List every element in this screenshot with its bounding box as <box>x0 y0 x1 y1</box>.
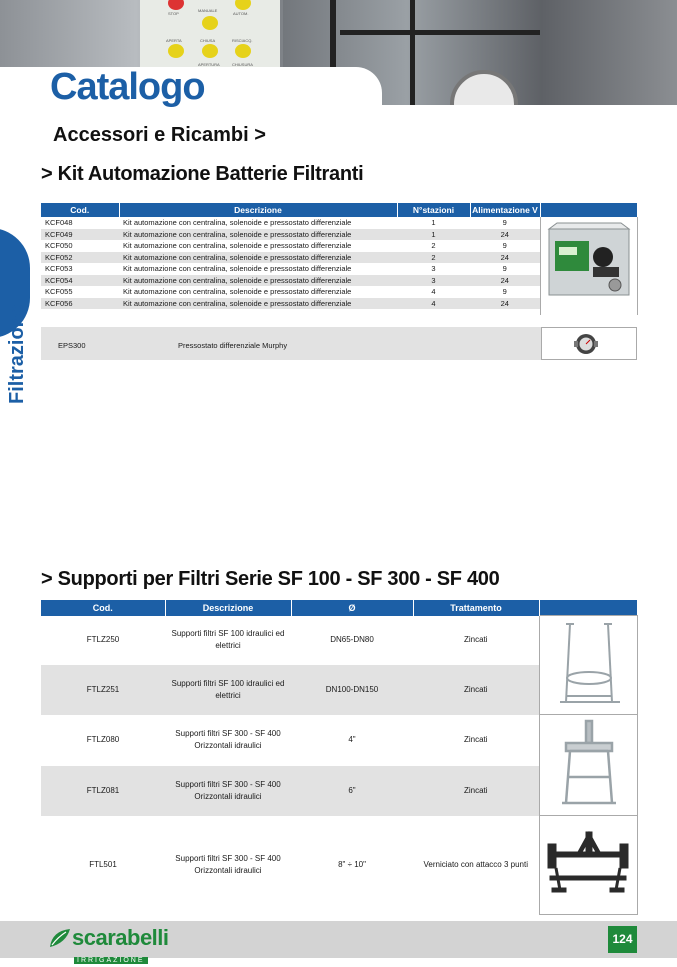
automation-kit-image <box>540 217 637 315</box>
voltage-value: 9 <box>502 287 507 297</box>
page-subtitle: Accessori e Ricambi > <box>53 124 266 146</box>
stations-value: 1 <box>397 229 470 241</box>
page-title: Catalogo <box>50 66 205 108</box>
pressure-gauge-image <box>450 70 518 105</box>
column-header: Descrizione <box>119 203 397 217</box>
panel-label: CHIUSA <box>200 38 216 43</box>
voltage-value: 9 <box>502 241 507 251</box>
panel-label: MANUALE <box>198 8 218 13</box>
product-code: KCF055 <box>45 287 73 297</box>
stations-value: 3 <box>397 275 470 287</box>
product-code: KCF048 <box>45 218 73 228</box>
panel-label: RISCIACQ. <box>232 38 253 43</box>
section-title-filter-supports: > Supporti per Filtri Serie SF 100 - SF 300 - SF 400 <box>41 568 500 590</box>
product-description: Kit automazione con centralina, solenoide e pressostato differenziale <box>119 229 397 241</box>
product-description: Kit automazione con centralina, solenoide e pressostato differenziale <box>123 264 352 274</box>
section-title-automation-kit: > Kit Automazione Batterie Filtranti <box>41 163 364 185</box>
column-header: N°stazioni <box>397 203 470 217</box>
three-point-support-image <box>539 816 637 915</box>
panel-label: STOP <box>168 11 179 16</box>
column-header-image <box>539 600 637 616</box>
panel-label: APERTA <box>166 38 182 43</box>
column-header: Ø <box>291 600 413 616</box>
column-header-image <box>540 203 637 217</box>
diameter-value: 6" <box>291 766 413 816</box>
voltage-value: 9 <box>502 218 507 228</box>
table-row <box>41 217 637 229</box>
control-panel-image <box>140 0 283 70</box>
stations-value: 3 <box>431 264 436 274</box>
table-header <box>41 600 637 616</box>
product-code: FTLZ080 <box>86 735 120 744</box>
stations-value: 2 <box>431 241 436 251</box>
product-description: Kit automazione con centralina, solenoide e pressostato differenziale <box>123 218 352 228</box>
pressure-switch-image <box>541 327 637 360</box>
column-header: Descrizione <box>165 600 291 616</box>
sf300-support-image <box>539 715 637 816</box>
product-description: Kit automazione con centralina, solenoide e pressostato differenziale <box>119 275 397 287</box>
product-description: Pressostato differenziale Murphy <box>178 341 288 350</box>
product-code: FTLZ251 <box>41 665 165 715</box>
pipe-image <box>340 30 540 35</box>
product-code: KCF050 <box>45 241 73 251</box>
pipe-image <box>410 0 415 105</box>
panel-label: APERTURA <box>198 62 220 67</box>
panel-label: CHIUSURA <box>232 62 253 67</box>
diameter-value: DN65-DN80 <box>330 635 374 645</box>
treatment-value: Verniciato con attacco 3 punti <box>423 860 528 869</box>
automation-kit-table <box>41 203 638 315</box>
voltage-value: 24 <box>470 252 540 264</box>
voltage-value: 24 <box>470 275 540 287</box>
side-category-label: Filtrazione <box>6 303 28 404</box>
voltage-value: 9 <box>502 264 507 274</box>
treatment-value: Zincati <box>413 766 539 816</box>
column-header: Alimentazione V <box>470 203 540 217</box>
stations-value: 2 <box>397 252 470 264</box>
table-header <box>41 203 637 217</box>
stations-value: 4 <box>431 287 436 297</box>
brand-subtitle: IRRIGAZIONE <box>74 957 148 964</box>
product-description: Kit automazione con centralina, solenoide e pressostato differenziale <box>119 298 397 310</box>
column-header: Cod. <box>41 600 165 616</box>
table-row <box>41 616 637 666</box>
product-description: Supporti filtri SF 300 - SF 400 Orizzontali idraulici <box>175 854 281 875</box>
diameter-value: 4" <box>348 735 356 744</box>
column-header: Trattamento <box>413 600 539 616</box>
logo-leaf-icon <box>48 927 72 949</box>
diameter-value: DN100-DN150 <box>291 665 413 715</box>
product-code: KCF056 <box>41 298 119 310</box>
product-code: FTL501 <box>89 860 117 869</box>
manual-button-icon <box>202 16 218 30</box>
product-description: Kit automazione con centralina, solenoide e pressostato differenziale <box>119 252 397 264</box>
product-code: KCF052 <box>41 252 119 264</box>
page-number: 124 <box>608 926 637 953</box>
product-code: KCF049 <box>41 229 119 241</box>
stop-button-icon <box>168 0 184 10</box>
product-description: Supporti filtri SF 100 idraulici ed elettrici <box>171 629 285 651</box>
stations-value: 4 <box>397 298 470 310</box>
treatment-value: Zincati <box>413 665 539 715</box>
voltage-value: 24 <box>470 229 540 241</box>
product-description: Supporti filtri SF 300 - SF 400 Orizzontali idraulici <box>165 766 291 816</box>
product-code: KCF054 <box>41 275 119 287</box>
filter-supports-table <box>41 600 638 915</box>
auto-button-icon <box>235 0 251 10</box>
stations-value: 1 <box>431 218 436 228</box>
product-code: FTLZ250 <box>86 635 120 645</box>
product-description: Supporti filtri SF 100 idraulici ed elettrici <box>165 665 291 715</box>
product-code: EPS300 <box>58 341 86 350</box>
brand-name: scarabelli <box>72 925 169 950</box>
panel-label: AUTOM. <box>233 11 249 16</box>
treatment-value: Zincati <box>463 635 488 645</box>
product-description: Kit automazione con centralina, solenoide e pressostato differenziale <box>123 241 352 251</box>
column-header: Cod. <box>41 203 119 217</box>
product-code: FTLZ081 <box>41 766 165 816</box>
sf100-support-image <box>539 616 637 715</box>
voltage-value: 24 <box>470 298 540 310</box>
flush-button-icon <box>235 44 251 58</box>
product-description: Supporti filtri SF 300 - SF 400 Orizzontali idraulici <box>175 729 281 750</box>
table-row <box>41 715 637 766</box>
table-row <box>41 816 637 915</box>
treatment-value: Zincati <box>463 735 488 744</box>
product-description: Kit automazione con centralina, solenoide e pressostato differenziale <box>123 287 352 297</box>
open-button-icon <box>168 44 184 58</box>
eps300-row <box>41 327 637 360</box>
brand-logo <box>48 927 169 967</box>
diameter-value: 8" ÷ 10" <box>338 860 366 869</box>
product-code: KCF053 <box>45 264 73 274</box>
close-button-icon <box>202 44 218 58</box>
